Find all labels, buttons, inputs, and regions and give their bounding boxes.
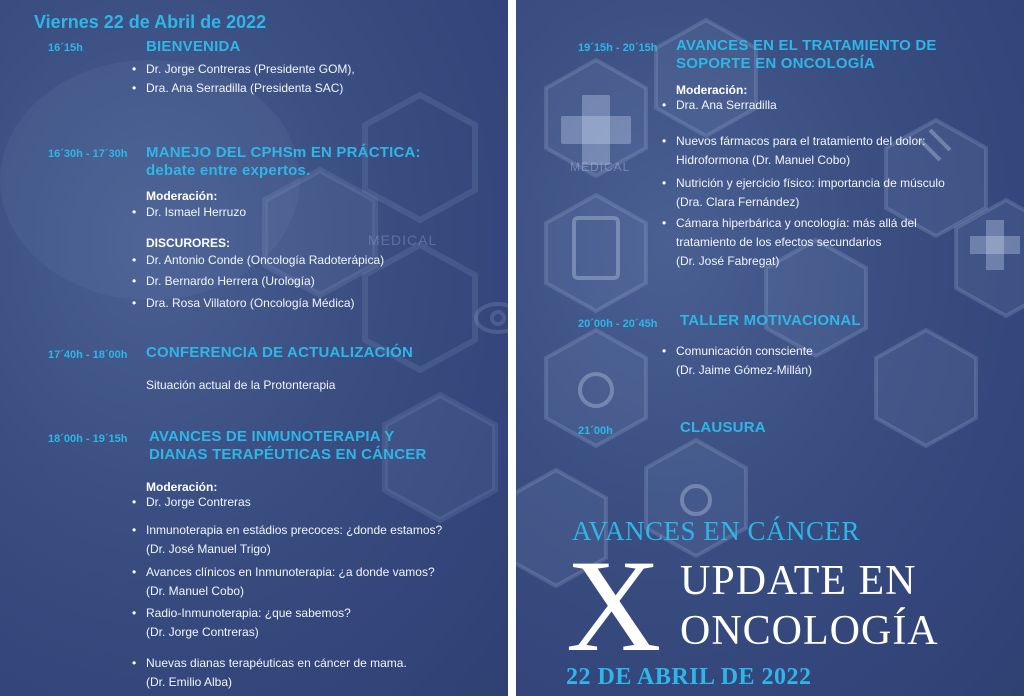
session-title-line: BIENVENIDA (146, 38, 241, 55)
talk-item (146, 605, 351, 640)
talk-line: (Dra. Clara Fernández) (676, 195, 800, 209)
bullet-icon: • (132, 495, 137, 509)
session-time: 18´00h - 19´15h (48, 433, 128, 445)
brand-title-line: ONCOLOGÍA (680, 608, 939, 654)
talk-line: (Dr. Jaime Gómez-Millán) (676, 363, 813, 377)
talk-item (146, 522, 442, 557)
bullet-icon: • (132, 565, 137, 579)
session-title-line: SOPORTE EN ONCOLOGÍA (676, 55, 876, 72)
bullet-icon: • (132, 274, 137, 288)
talk-line: Comunicación consciente (676, 344, 813, 358)
talk-item (676, 343, 813, 378)
moderation-label: Moderación: (146, 480, 218, 494)
session-title-line: TALLER MOTIVACIONAL (680, 312, 861, 329)
bullet-icon: • (132, 81, 137, 95)
brand-numeral: X (566, 532, 662, 679)
talk-line: Hidroformona (Dr. Manuel Cobo) (676, 153, 851, 167)
session-title (676, 37, 937, 73)
session-title-line: MANEJO DEL CPHSm EN PRÁCTICA: (146, 144, 421, 161)
bullet-icon: • (132, 656, 137, 670)
bullet-icon: • (662, 134, 667, 148)
list-item: Dr. Jorge Contreras (Presidente GOM), (146, 62, 355, 76)
talk-item (146, 564, 435, 599)
speaker-item: Dr. Antonio Conde (Oncología Radoterápica) (146, 253, 385, 267)
list-item: Dra. Ana Serradilla (Presidenta SAC) (146, 81, 344, 95)
session-time: 21´00h (578, 425, 613, 437)
talk-line: tratamiento de los efectos secundarios (676, 235, 882, 249)
background-watermark-text: MEDICAL (570, 160, 631, 174)
talk-item (146, 655, 407, 690)
session-time: 20´00h - 20´45h (578, 318, 658, 330)
session-time: 16´30h - 17´30h (48, 148, 128, 160)
talk-item (676, 133, 925, 168)
brand-title-line: UPDATE EN (680, 558, 917, 604)
bullet-icon: • (132, 523, 137, 537)
talk-title: Inmunoterapia en estádios precoces: ¿donde estamos? (146, 523, 443, 537)
session-time: 16´15h (48, 42, 83, 54)
bullet-icon: • (662, 98, 667, 112)
session-time: 19´15h - 20´15h (578, 42, 658, 54)
session-title-line: CLAUSURA (680, 419, 766, 436)
moderation-label: Moderación: (146, 189, 218, 203)
talk-line: Nuevos fármacos para el tratamiento del dolor: (676, 134, 926, 148)
session-subtitle: Situación actual de la Protonterapia (146, 378, 336, 392)
session-title (149, 428, 427, 464)
moderator-name: Dr. Ismael Herruzo (146, 205, 247, 219)
talk-speaker: (Dr. Jorge Contreras) (146, 625, 259, 639)
session-time: 17´40h - 18´00h (48, 349, 128, 361)
session-title-line: AVANCES EN EL TRATAMIENTO DE (676, 37, 937, 54)
talk-item (676, 175, 945, 210)
bullet-icon: • (132, 296, 137, 310)
session-title-line: CONFERENCIA DE ACTUALIZACIÓN (146, 344, 413, 361)
talk-speaker: (Dr. José Manuel Trigo) (146, 542, 271, 556)
talk-title: Nuevas dianas terapéuticas en cáncer de mama. (146, 656, 407, 670)
speaker-item: Dr. Bernardo Herrera (Urología) (146, 274, 315, 288)
bullet-icon: • (662, 176, 667, 190)
session-title (680, 419, 766, 437)
speakers-label: DISCURORES: (146, 236, 231, 250)
session-title (146, 144, 421, 180)
session-title-line: DIANAS TERAPÉUTICAS EN CÁNCER (149, 446, 427, 463)
bullet-icon: • (132, 62, 137, 76)
bullet-icon: • (132, 205, 137, 219)
talk-speaker: (Dr. Manuel Cobo) (146, 584, 245, 598)
day-title: Viernes 22 de Abril de 2022 (34, 12, 267, 32)
talk-line: Cámara hiperbárica y oncología: más allá del (676, 216, 917, 230)
brand-date: 22 DE ABRIL DE 2022 (566, 664, 812, 690)
speaker-item: Dra. Rosa Villatoro (Oncología Médica) (146, 296, 355, 310)
moderator-name: Dra. Ana Serradilla (676, 98, 777, 112)
bullet-icon: • (132, 253, 137, 267)
bullet-icon: • (662, 344, 667, 358)
moderation-label: Moderación: (676, 83, 748, 97)
session-title (146, 38, 241, 56)
brand-subtitle: AVANCES EN CÁNCER (572, 516, 861, 546)
talk-speaker: (Dr. Emilio Alba) (146, 675, 233, 689)
moderator-name: Dr. Jorge Contreras (146, 495, 251, 509)
talk-title: Avances clínicos en Inmunoterapia: ¿a donde vamos? (146, 565, 435, 579)
session-title (146, 344, 413, 362)
background-watermark-text: MEDICAL (368, 232, 438, 248)
session-title-line: AVANCES DE INMUNOTERAPIA Y (149, 428, 395, 445)
talk-line: Nutrición y ejercicio físico: importancia de músculo (676, 176, 945, 190)
session-title-line: debate entre expertos. (146, 162, 311, 179)
bullet-icon: • (662, 216, 667, 230)
bullet-icon: • (132, 606, 137, 620)
talk-item (676, 215, 917, 269)
session-title (680, 312, 861, 330)
talk-line: (Dr. José Fabregat) (676, 254, 780, 268)
talk-title: Radio-Inmunoterapia: ¿que sabemos? (146, 606, 351, 620)
program-left-panel (0, 0, 508, 696)
